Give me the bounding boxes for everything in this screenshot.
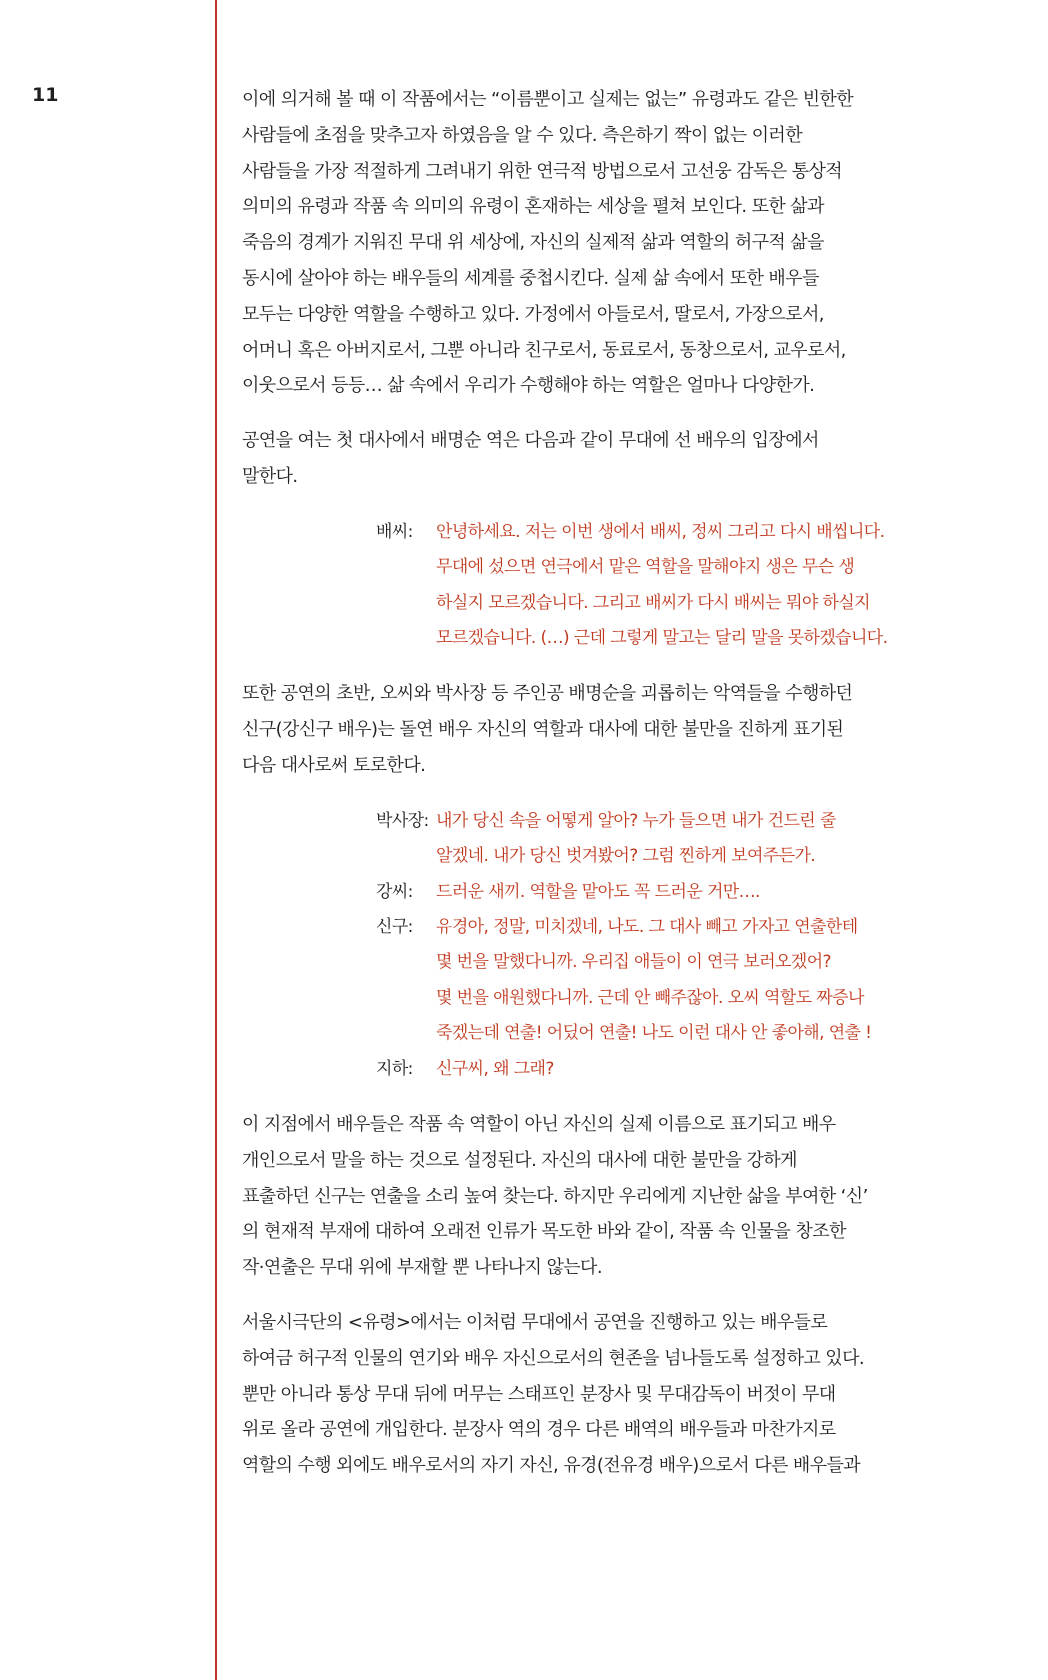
speech-line: 내가 당신 속을 어떻게 알아? 누가 들으면 내가 건드린 줄 [436, 810, 836, 831]
text-line: 사람들을 가장 적절하게 그려내기 위한 연극적 방법으로서 고선웅 감독은 통상적 [242, 160, 843, 182]
text-line: 신구(강신구 배우)는 돌연 배우 자신의 역할과 대사에 대한 불만을 진하게 표기된 [242, 719, 844, 741]
paragraph-1 [242, 82, 932, 404]
text-line: 의미의 유령과 작품 속 의미의 유령이 혼재하는 세상을 펼쳐 보인다. 또한 삶과 [242, 196, 824, 218]
dialogue-entry [376, 1052, 932, 1087]
speech-text [436, 875, 760, 910]
page-number: 11 [32, 84, 59, 106]
text-line: 동시에 살아야 하는 배우들의 세계를 중첩시킨다. 실제 삶 속에서 또한 배우들 [242, 267, 819, 289]
speech-text [436, 1052, 554, 1087]
paragraph-4 [242, 1107, 932, 1286]
speaker-name: 박사장: [376, 810, 429, 831]
text-line: 이 지점에서 배우들은 작품 속 역할이 아닌 자신의 실제 이름으로 표기되고 배우 [242, 1114, 836, 1136]
speech-line: 몇 번을 말했다니까. 우리집 애들이 이 연극 보러오겠어? [436, 952, 831, 973]
speech-line: 하실지 모르겠습니다. 그리고 배씨가 다시 배씨는 뭐야 하실지 [436, 592, 870, 613]
speech-line: 알겠네. 내가 당신 벗겨봤어? 그럼 찐하게 보여주든가. [436, 846, 816, 867]
text-line: 또한 공연의 초반, 오씨와 박사장 등 주인공 배명순을 괴롭히는 악역들을 수행하던 [242, 683, 853, 705]
speaker-name: 배씨: [376, 521, 413, 542]
dialogue-block-2 [376, 804, 932, 1087]
text-line: 의 현재적 부재에 대하여 오래전 인류가 목도한 바와 같이, 작품 속 인물을 창조한 [242, 1221, 846, 1243]
speech-line: 무대에 섰으면 연극에서 맡은 역할을 말해야지 생은 무슨 생 [436, 557, 855, 578]
text-line: 공연을 여는 첫 대사에서 배명순 역은 다음과 같이 무대에 선 배우의 입장에서 [242, 430, 819, 452]
text-line: 역할의 수행 외에도 배우로서의 자기 자신, 유경(전유경 배우)으로서 다른 배우들과 [242, 1455, 861, 1477]
paragraph-2 [242, 423, 932, 495]
speech-text [436, 515, 887, 657]
text-line: 위로 올라 공연에 개입한다. 분장사 역의 경우 다른 배역의 배우들과 마찬가지로 [242, 1419, 836, 1441]
speech-line: 죽겠는데 연출! 어딨어 연출! 나도 이런 대사 안 좋아해, 연출 ! [436, 1023, 872, 1044]
speaker-name: 신구: [376, 917, 413, 937]
text-line: 사람들에 초점을 맞추고자 하였음을 알 수 있다. 측은하기 짝이 없는 이러한 [242, 124, 802, 146]
text-line: 죽음의 경계가 지워진 무대 위 세상에, 자신의 실제적 삶과 역할의 허구적 삶을 [242, 232, 824, 254]
text-line: 이웃으로서 등등… 삶 속에서 우리가 수행해야 하는 역할은 얼마나 다양한가. [242, 375, 815, 397]
speech-text [436, 804, 836, 875]
speech-line: 몇 번을 애원했다니까. 근데 안 빼주잖아. 오씨 역할도 짜증나 [436, 987, 864, 1008]
speaker-name: 지하: [376, 1058, 413, 1079]
text-line: 다음 대사로써 토로한다. [242, 754, 426, 776]
dialogue-block-1 [376, 515, 932, 657]
text-line: 이에 의거해 볼 때 이 작품에서는 “이름뿐이고 실제는 없는” 유령과도 같은 빈한한 [242, 89, 854, 110]
dialogue-entry [376, 515, 932, 657]
text-line: 어머니 혹은 아버지로서, 그뿐 아니라 친구로서, 동료로서, 동창으로서, 교우로서, [242, 339, 846, 361]
text-line: 작·연출은 무대 위에 부재할 뿐 나타나지 않는다. [242, 1257, 602, 1279]
paragraph-5 [242, 1305, 932, 1484]
paragraph-3 [242, 676, 932, 783]
text-line: 개인으로서 말을 하는 것으로 설정된다. 자신의 대사에 대한 불만을 강하게 [242, 1149, 797, 1171]
speech-line: 모르겠습니다. (…) 근데 그렇게 말고는 달리 말을 못하겠습니다. [436, 627, 888, 648]
dialogue-entry [376, 910, 932, 1052]
text-line: 서울시극단의 <유령>에서는 이처럼 무대에서 공연을 진행하고 있는 배우들로 [242, 1312, 828, 1334]
speaker-name: 강씨: [376, 881, 413, 902]
speech-text [436, 910, 871, 1052]
dialogue-entry [376, 875, 932, 910]
article-body [242, 82, 932, 1484]
text-line: 뿐만 아니라 통상 무대 뒤에 머무는 스태프인 분장사 및 무대감독이 버젓이 무대 [242, 1383, 836, 1405]
speech-line: 드러운 새끼. 역할을 맡아도 꼭 드러운 거만…. [436, 881, 760, 902]
speech-line: 신구씨, 왜 그래? [436, 1058, 554, 1079]
dialogue-entry [376, 804, 932, 875]
text-line: 하여금 허구적 인물의 연기와 배우 자신으로서의 현존을 넘나들도록 설정하고 있다. [242, 1347, 865, 1369]
speech-line: 유경아, 정말, 미치겠네, 나도. 그 대사 빼고 가자고 연출한테 [436, 917, 858, 937]
text-line: 모두는 다양한 역할을 수행하고 있다. 가정에서 아들로서, 딸로서, 가장으로서, [242, 303, 824, 325]
text-line: 표출하던 신구는 연출을 소리 높여 찾는다. 하지만 우리에게 지난한 삶을 부여한 ‘신’ [242, 1185, 868, 1207]
text-line: 말한다. [242, 465, 298, 487]
margin-rule [215, 0, 217, 1680]
speech-line: 안녕하세요. 저는 이번 생에서 배씨, 정씨 그리고 다시 배씹니다. [436, 521, 885, 542]
